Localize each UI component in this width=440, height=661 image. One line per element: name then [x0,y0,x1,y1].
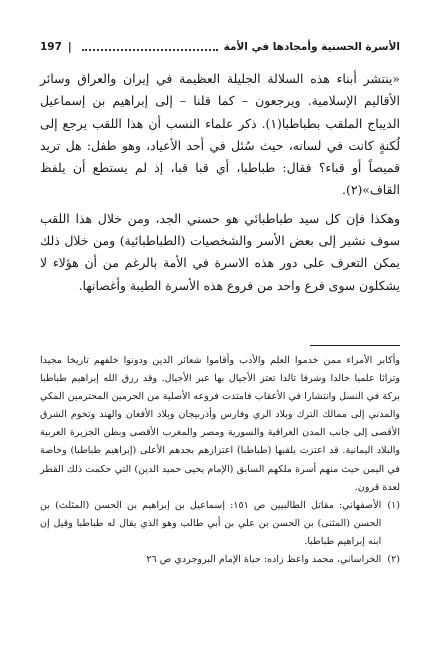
header-dot-leader [82,43,218,51]
main-text [40,68,400,297]
footnote-marker: (١) [387,499,400,511]
footnote-text: الأصفهاني: مقاتل الطالبيين ص ١٥١: إسماعيل بن إبراهيم بن الحسن (المثلث) بن الحسن (المثنى) بن الحسن بن علي بن أبي طالب وهو الذي يقال له طباطبا وقيل إن ابنه إبراهيم طباطبا. [40,499,382,547]
body-paragraph-quote: «ينتشر أبناء هذه السلالة الجليلة العظيمة في إيران والعراق وسائر الأقاليم الإسلامية. ويرجعون – كما قلنا – إلى إبراهيم بن إسماعيل الديباج الملقب بطباطبا(١). ذكر علماء النسب أن هذا اللقب يرجع إلى لُكنةٍ كانت في لسانه، حيث سُئل في أحد الأعياد، وهو طفل: هل تريد قميصاً أو قباء؟ فقال: طباطبا، أي قبا قبا، إذ لم يستطع أن يلفظ القاف»(٢). [40,71,400,198]
running-title: الأسرة الحسنية وأمجادها في الأمة [223,41,400,53]
footnotes-section [40,352,400,569]
body-paragraph: وهكذا فإن كل سيد طباطبائي هو حسني الجد، ومن خلال هذا اللقب سوف نشير إلى بعض الأسر والشخصيات (الطباطبائية) ومن خلال ذلك يمكن التعرف على دور هذه الاسرة في الأمة بالرغم من أن هؤلاء لا يشكلون سوى فرع واحد من فروع هذه الأسرة الطيبة وأغصانها. [40,210,400,293]
footnote-marker: (٢) [387,554,400,566]
footnote-divider [310,345,400,346]
footnote-2 [40,551,400,569]
page-number: 197 [40,41,62,53]
footnote-1 [40,497,400,551]
footnote-continuation: وأكابر الأمراء ممن خدموا العلم والأدب وأقاموا شعائر الدين ودونوا خلفهم تاريخا مجيدا وتراثا علميا خالدا وشرفا تالدا تعتز الأجيال بها عبر الأجيال. وقد رزق الله إبراهيم طباطبا بركة في النسل وانتشارا في الأعقاب فامتدت فروعه الأصلية من الحرمين المحترمين المكي والمدني إلى ممالك الترك وبلاد الري وفارس وأذربيجان وبلاد الأفغان والهند وتخوم الشرق الأقصى إلى جانب المدن العراقية والسورية ومصر والمغرب الأقصى وبطن الجزيرة العربية والبلاد اليمانية. قد اعتزت بلقبها (طباطبا) اعتزازهم بجدهم الأعلى (إبراهيم طباطبا) وخاصة في اليمن حيث منهم أسرة ملكهم السابق (الإمام يحيى حميد الدين) التي حكمت ذلك القطر لعدة قرون. [40,355,400,493]
header-separator: | [67,41,72,53]
page-header [40,40,400,54]
footnote-text: الخراساني، محمد واعظ زاده: حياة الإمام البروجردي ص ٢٦ [146,554,382,566]
